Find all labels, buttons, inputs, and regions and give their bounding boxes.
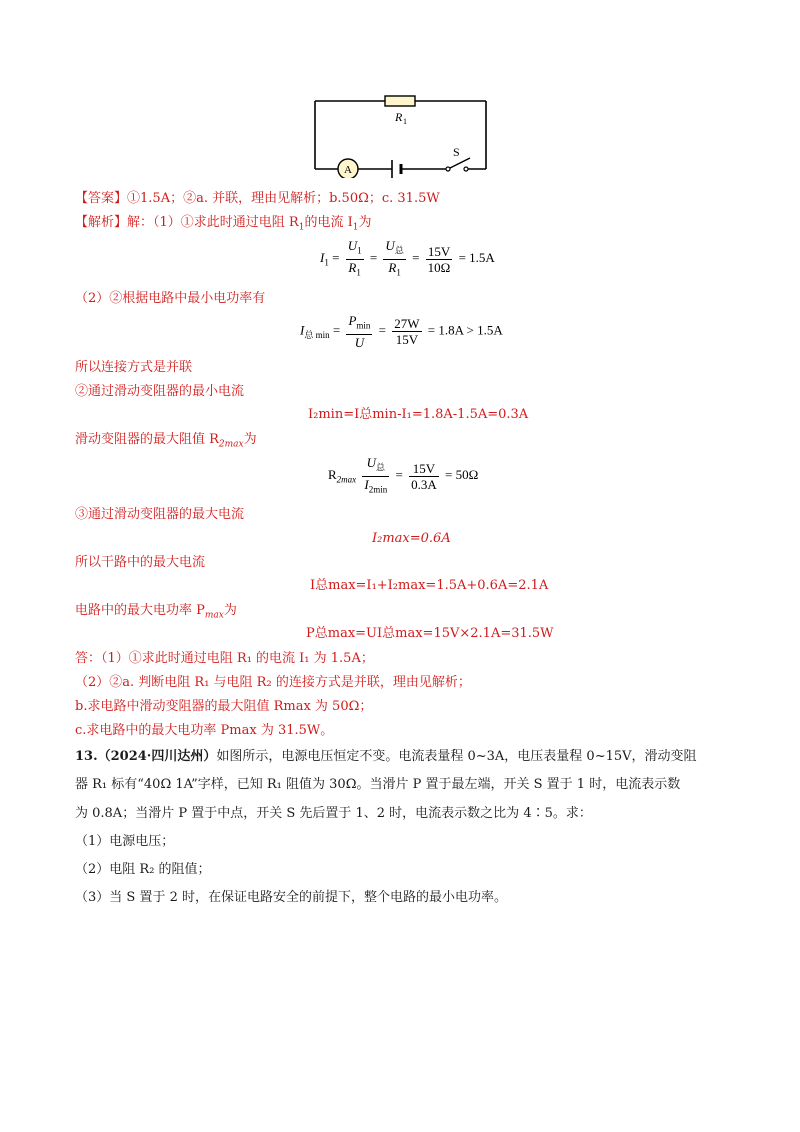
eq1-f1-num: U	[347, 238, 358, 253]
final-answer-2: （2）②a. 判断电阻 R₁ 与电阻 R₂ 的连接方式是并联，理由见解析；	[75, 675, 471, 690]
switch-label: S	[453, 145, 460, 159]
equation-i2max: I₂max=0.6A	[372, 531, 451, 546]
eq1-frac-1	[346, 238, 364, 280]
answer-prefix: 【答案】	[75, 191, 128, 206]
question-13-line1	[75, 748, 697, 766]
switch-blade	[450, 158, 470, 168]
final-answer-4: c.求电路中的最大电功率 Pmax 为 31.5W。	[75, 723, 334, 738]
step-main-current: 所以干路中的最大电流	[75, 555, 206, 570]
step-max-power	[75, 602, 237, 625]
circuit-diagram	[300, 88, 500, 178]
intro-tail-sub: 1	[352, 222, 359, 233]
question-sub-1: （1）电源电压；	[75, 834, 175, 849]
eq1-f1-num-sub: 1	[357, 245, 362, 256]
eq2-f1-num-sub: min	[356, 320, 371, 331]
analysis-intro-text: 解：（1）①求此时通过电阻 R	[127, 215, 299, 230]
equation-total-max-current: I总max=I₁+I₂max=1.5A+0.6A=2.1A	[310, 578, 549, 593]
analysis-intro-end: 为	[358, 215, 372, 230]
eq1-f2-den-sub: 1	[396, 267, 401, 278]
eq1-result: = 1.5A	[458, 250, 495, 266]
analysis-step2: （2）②根据电路中最小电功率有	[75, 291, 266, 306]
ammeter-label: A	[344, 164, 352, 176]
question-number: 13.	[75, 749, 98, 764]
eq1-f2-den: R	[388, 259, 397, 275]
eq1-f2-num: U	[385, 238, 395, 253]
eq2-f1-den: U	[354, 334, 365, 350]
eq4-frac-1	[362, 455, 389, 497]
eq2-lhs-sub: 总 min	[304, 329, 330, 340]
answer-text: ①1.5A；②a. 并联，理由见解析；b.50Ω；c. 31.5W	[127, 191, 440, 206]
step-max-resistance-end: 为	[243, 432, 257, 447]
answer-line	[75, 190, 440, 208]
analysis-intro	[75, 214, 371, 237]
question-source: （2024·四川达州）	[97, 749, 217, 764]
analysis-intro-tail: 的电流 I	[304, 215, 353, 230]
eq4-f1-num-sub: 总	[376, 462, 386, 473]
step-max-resistance-sub: 2max	[218, 439, 244, 450]
step-max-power-sub: max	[204, 610, 224, 621]
equation-current-r1: $I_1$ = $\frac{U_1}{R_1}$ = $\frac{U_总}{R_1}$ = $\frac{15V}{10\Omega}$ = 1.5A	[320, 238, 495, 280]
eq1-lhs: I	[320, 250, 325, 266]
question-sub-2: （2）电阻 R₂ 的阻值；	[75, 862, 211, 877]
r1-label: R	[395, 110, 403, 124]
question-13-line3: 为 0.8A；当滑片 P 置于中点，开关 S 先后置于 1、2 时，电流表示数之比为 4∶5。求：	[75, 806, 592, 821]
question-sub-3: （3）当 S 置于 2 时，在保证电路安全的前提下，整个电路的最小电功率。	[75, 890, 507, 905]
conclusion-parallel: 所以连接方式是并联	[75, 360, 193, 375]
eq4-lhs-sub: 2max	[336, 474, 357, 485]
equation-r2max: $R_{2max}$ $\frac{U_总}{I_{2min}}$ = $\frac{15V}{0.3A}$ = 50Ω	[328, 455, 478, 497]
eq1-f2-num-sub: 总	[394, 245, 404, 256]
equation-min-current: $I_{总 min}$ = $\frac{P_{min}}{U}$ = $\frac{27W}{15V}$ = 1.8A > 1.5A	[300, 313, 503, 350]
eq2-f2-den: 15V	[395, 331, 419, 347]
eq4-f2-num: 15V	[409, 461, 439, 477]
question-line1-text: 如图所示，电源电压恒定不变。电流表量程 0~3A，电压表量程 0~15V，滑动变阻	[216, 749, 697, 764]
eq1-frac-3	[426, 244, 453, 275]
eq1-lhs-sub: 1	[324, 257, 329, 268]
eq1-f1-den-sub: 1	[356, 267, 361, 278]
intro-sub: 1	[298, 222, 305, 233]
switch-contact-right	[464, 167, 468, 171]
r1-subscript: 1	[403, 117, 407, 126]
eq4-lhs: R	[328, 467, 337, 483]
step-max-current: ③通过滑动变阻器的最大电流	[75, 507, 245, 522]
eq1-f1-den: R	[348, 259, 357, 275]
equation-i2min: I₂min=I总min-I₁=1.8A-1.5A=0.3A	[308, 407, 529, 422]
eq4-result: = 50Ω	[445, 467, 479, 483]
equation-max-power: P总max=UI总max=15V×2.1A=31.5W	[306, 626, 554, 641]
step-max-power-end: 为	[223, 603, 237, 618]
eq1-frac-2	[383, 238, 405, 280]
eq4-f2-den: 0.3A	[411, 476, 437, 492]
analysis-prefix: 【解析】	[75, 215, 128, 230]
eq2-f1-num: P	[348, 313, 357, 328]
eq4-f1-den-sub: 2min	[368, 484, 388, 495]
eq2-lhs: I	[300, 322, 305, 338]
eq4-f1-num: U	[366, 455, 377, 470]
eq4-f1-den: I	[364, 476, 369, 492]
eq2-frac-1	[346, 313, 372, 350]
eq2-frac-2	[392, 316, 421, 347]
eq1-f3-den: 10Ω	[427, 259, 451, 275]
final-answer-1: 答：（1）①求此时通过电阻 R₁ 的电流 I₁ 为 1.5A；	[75, 651, 374, 666]
switch-contact-left	[446, 167, 450, 171]
eq2-f2-num: 27W	[394, 315, 420, 331]
step-max-power-text: 电路中的最大电功率 P	[75, 603, 205, 618]
resistor-r1	[385, 96, 415, 106]
eq2-result: = 1.8A > 1.5A	[427, 322, 503, 338]
eq4-frac-2	[409, 461, 439, 492]
step-max-resistance-text: 滑动变阻器的最大阻值 R	[75, 432, 219, 447]
step-max-resistance	[75, 431, 257, 454]
final-answer-3: b.求电路中滑动变阻器的最大阻值 Rmax 为 50Ω；	[75, 699, 373, 714]
question-13-line2: 器 R₁ 标有“40Ω 1A”字样，已知 R₁ 阻值为 30Ω。当滑片 P 置于最左端，开关 S 置于 1 时，电流表示数	[75, 777, 681, 792]
eq1-f3-num: 15V	[426, 244, 453, 260]
step-min-current: ②通过滑动变阻器的最小电流	[75, 384, 245, 399]
